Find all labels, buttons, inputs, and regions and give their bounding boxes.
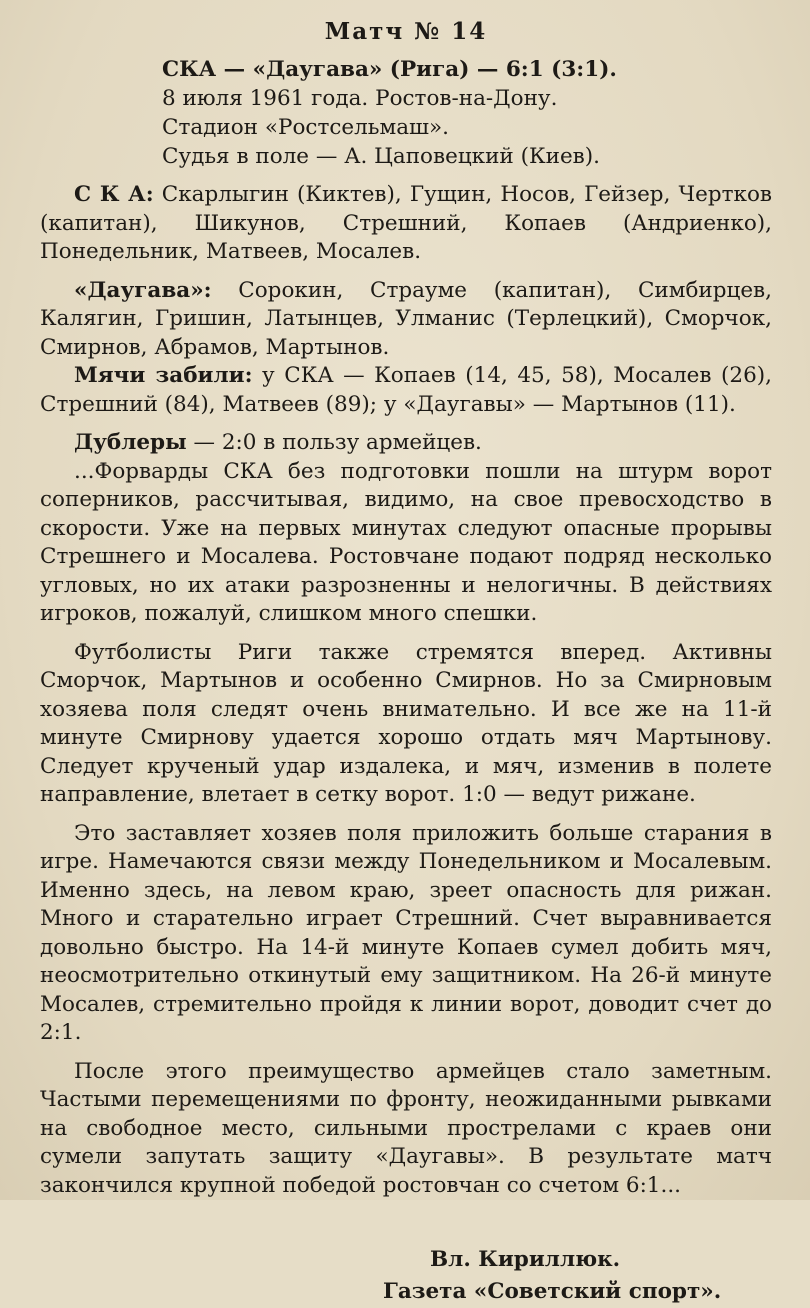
- daugava-label: «Даугава»:: [74, 277, 212, 303]
- article-paragraph-3: Это заставляет хозяев поля приложить больше старания в игре. Намечаются связи между Понедельником и Мосалевым. Именно здесь, на левом краю, зреет опасность для рижан. Много и старательно играет Стрешний. Счет выравнивается довольно быстро. На 14-й минуте Копаев сумел добить мяч, неосмотрительно откинутый ему защитником. На 26-й минуте Мосалев, стремительно пройдя к линии ворот, доводит счет до 2:1.: [40, 820, 772, 1045]
- ska-lineup: [40, 181, 772, 267]
- referee-line: Судья в поле — А. Цаповецкий (Киев).: [162, 144, 600, 169]
- goals-label: Мячи забили:: [74, 363, 253, 388]
- daugava-players: Сорокин, Страуме (капитан), Симбирцев, Калягин, Гришин, Латынцев, Улманис (Терлецкий), Сморчок, Смирнов, Абрамов, Мартынов.: [40, 277, 772, 360]
- match-title: Матч № 14: [324, 18, 488, 45]
- score-line: СКА — «Даугава» (Рига) — 6:1 (3:1).: [162, 57, 617, 82]
- article-paragraph-4: После этого преимущество армейцев стало заметным. Частыми перемещениями по фронту, неожиданными рывками на свободное место, сильными прострелами с краев они сумели запутать защиту «Даугавы». В результате матч закончился крупной победой ростовчан со счетом 6:1...: [40, 1058, 772, 1198]
- author-name: Вл. Кириллюк.: [430, 1247, 621, 1272]
- daugava-lineup: [40, 277, 772, 363]
- ska-label: С К А:: [74, 182, 154, 207]
- ska-players: Скарлыгин (Киктев), Гущин, Носов, Гейзер, Чертков (капитан), Шикунов, Стрешний, Копаев (Андриенко), Понедельник, Матвеев, Мосалев.: [40, 182, 772, 264]
- source-name: Газета «Советский спорт».: [383, 1279, 722, 1304]
- signature: [383, 1244, 772, 1308]
- goal-scorers: [40, 362, 772, 419]
- article-paragraph-1: ...Форварды СКА без подготовки пошли на штурм ворот соперников, рассчитывая, видимо, на свое превосходство в скорости. Уже на первых минутах следуют опасные прорывы Стрешнего и Мосалева. Ростовчане подают подряд несколько угловых, но их атаки разрозненны и нелогичны. В действиях игроков, пожалуй, слишком много спешки.: [40, 458, 772, 626]
- reserves-label: Дублеры: [74, 430, 187, 455]
- stadium-line: Стадион «Ростсельмаш».: [162, 115, 449, 140]
- goals-text: у СКА — Копаев (14, 45, 58), Мосалев (26), Стрешний (84), Матвеев (89); у «Даугавы» — Мартынов (11).: [40, 363, 772, 417]
- date-line: 8 июля 1961 года. Ростов-на-Дону.: [162, 86, 558, 111]
- reserves-result: [40, 429, 772, 458]
- reserves-text: — 2:0 в пользу армейцев.: [186, 430, 482, 455]
- match-header: [162, 55, 772, 171]
- article-paragraph-2: Футболисты Риги также стремятся вперед. Активны Сморчок, Мартынов и особенно Смирнов. Но за Смирновым хозяева поля следят очень внимательно. И все же на 11-й минуте Смирнову удается хорошо отдать мяч Мартынову. Следует крученый удар издалека, и мяч, изменив в полете направление, влетает в сетку ворот. 1:0 — ведут рижане.: [40, 639, 772, 807]
